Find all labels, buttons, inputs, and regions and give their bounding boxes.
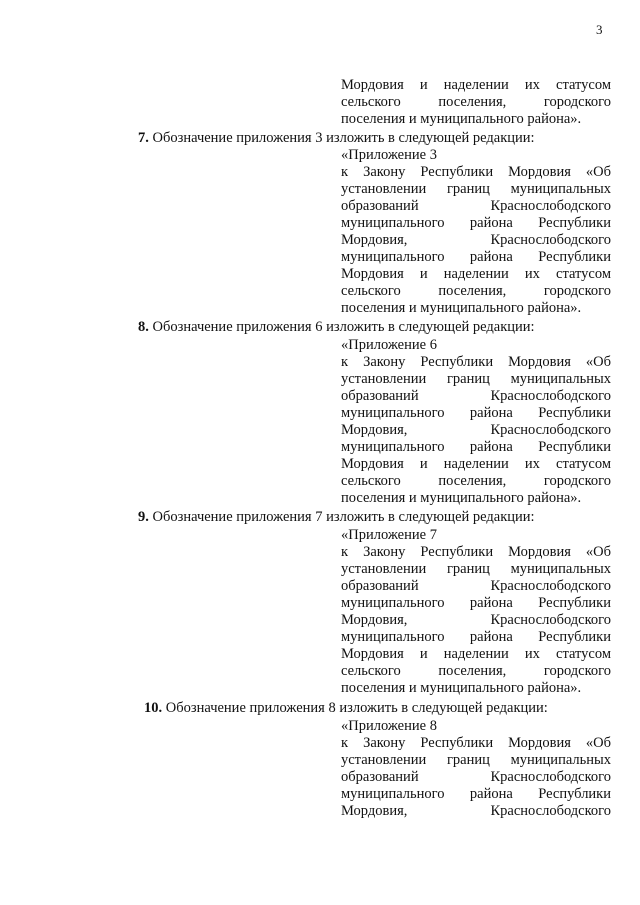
text-line: муниципального района Республики	[341, 405, 611, 421]
text-line: Мордовия и наделении их статусом	[341, 646, 611, 662]
text-line: Мордовия и наделении их статусом	[341, 266, 611, 282]
text-line: сельского поселения, городского	[341, 473, 611, 489]
text-line: муниципального района Республики	[341, 786, 611, 802]
text-line: к Закону Республики Мордовия «Об	[341, 354, 611, 370]
item-heading	[138, 319, 535, 336]
text-line: Мордовия, Краснослободского	[341, 803, 611, 819]
item-heading-text: Обозначение приложения 6 изложить в следующей редакции:	[152, 319, 535, 335]
item-heading-text: Обозначение приложения 7 изложить в следующей редакции:	[152, 509, 535, 525]
item-number: 8.	[138, 319, 149, 335]
text-line: «Приложение 3	[341, 147, 437, 163]
text-line: муниципального района Республики	[341, 595, 611, 611]
text-line: к Закону Республики Мордовия «Об	[341, 735, 611, 751]
text-line: к Закону Республики Мордовия «Об	[341, 544, 611, 560]
text-line: Мордовия, Краснослободского	[341, 232, 611, 248]
text-line: образований Краснослободского	[341, 578, 611, 594]
text-line: Мордовия и наделении их статусом	[341, 456, 611, 472]
text-line: «Приложение 6	[341, 337, 437, 353]
item-heading-text: Обозначение приложения 3 изложить в следующей редакции:	[152, 130, 535, 146]
item-number: 10.	[144, 700, 163, 716]
text-line: поселения и муниципального района».	[341, 490, 582, 506]
text-line: установлении границ муниципальных	[341, 181, 611, 197]
item-heading-text: Обозначение приложения 8 изложить в следующей редакции:	[165, 700, 548, 716]
text-line: образований Краснослободского	[341, 769, 611, 785]
text-line: установлении границ муниципальных	[341, 561, 611, 577]
text-line: поселения и муниципального района».	[341, 680, 582, 696]
item-number: 7.	[138, 130, 149, 146]
text-line: «Приложение 8	[341, 718, 437, 734]
text-line: установлении границ муниципальных	[341, 371, 611, 387]
text-line: Мордовия, Краснослободского	[341, 612, 611, 628]
text-line: сельского поселения, городского	[341, 283, 611, 299]
text-line: поселения и муниципального района».	[341, 111, 582, 127]
text-line: Мордовия и наделении их статусом	[341, 77, 611, 93]
item-number: 9.	[138, 509, 149, 525]
item-heading	[138, 509, 535, 526]
text-line: муниципального района Республики	[341, 215, 611, 231]
text-line: «Приложение 7	[341, 527, 437, 543]
text-line: муниципального района Республики	[341, 629, 611, 645]
item-heading	[144, 700, 548, 717]
page-number: 3	[596, 22, 603, 37]
item-heading	[138, 130, 535, 147]
text-line: Мордовия, Краснослободского	[341, 422, 611, 438]
text-line: сельского поселения, городского	[341, 663, 611, 679]
text-line: образований Краснослободского	[341, 388, 611, 404]
text-line: сельского поселения, городского	[341, 94, 611, 110]
text-line: к Закону Республики Мордовия «Об	[341, 164, 611, 180]
text-line: муниципального района Республики	[341, 249, 611, 265]
text-line: образований Краснослободского	[341, 198, 611, 214]
text-line: установлении границ муниципальных	[341, 752, 611, 768]
text-line: поселения и муниципального района».	[341, 300, 582, 316]
text-line: муниципального района Республики	[341, 439, 611, 455]
